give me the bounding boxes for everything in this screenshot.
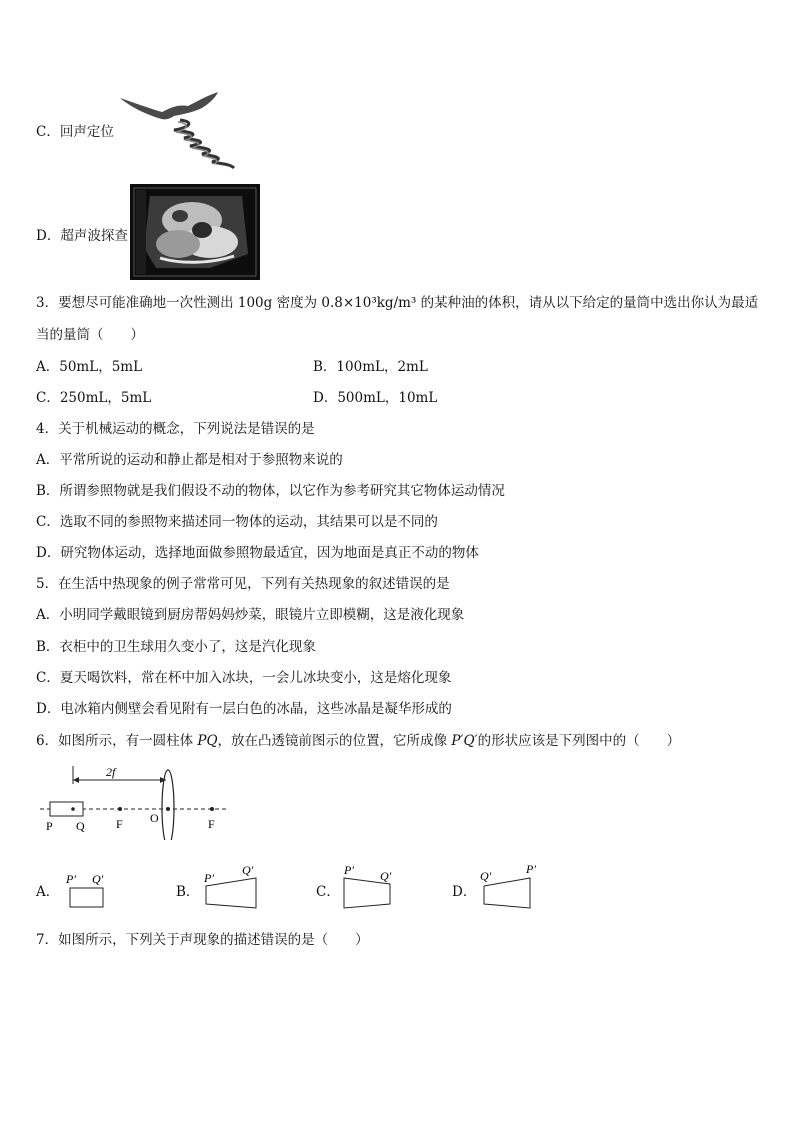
q4-option-b: B．所谓参照物就是我们假设不动的物体，以它作为参考研究其它物体运动情况 [36,483,505,499]
q2-option-d-text: D．超声波探查 [36,228,128,244]
q6-option-c-letter: C． [316,884,340,900]
bat-icon [120,92,218,119]
q7-stem: 7．如图所示，下列关于声现象的描述错误的是（ ） [36,932,369,948]
image-shape-rectangle [70,888,103,907]
q5-option-a: A．小明同学戴眼镜到厨房帮妈妈炒菜，眼镜片立即模糊，这是液化现象 [36,607,465,623]
q4-option-d: D．研究物体运动，选择地面做参照物最适宜，因为地面是真正不动的物体 [36,545,479,561]
q3-stem-line2: 当的量筒（ ） [36,327,144,343]
bat-echolocation-image [118,90,238,170]
q5-option-d: D．电冰箱内侧壁会看见附有一层白色的冰晶，这些冰晶是凝华形成的 [36,701,452,717]
convex-lens [162,770,174,840]
svg-text:P′: P′ [526,862,536,876]
label-2f: 2f [106,765,116,779]
q6-option-d-letter: D． [452,884,477,900]
q6-option-b-figure [200,862,266,914]
label-o: O [150,811,159,825]
label-f-left: F [116,817,123,831]
label-q: Q [76,819,85,833]
svg-text:Q′: Q′ [480,869,492,883]
q4-option-a: A．平常所说的运动和静止都是相对于参照物来说的 [36,452,343,468]
q5-option-c: C．夏天喝饮料，常在杯中加入冰块，一会儿冰块变小，这是熔化现象 [36,670,452,686]
q6-option-c-figure [338,860,404,914]
q3-option-d: D．500mL，10mL [313,390,438,406]
svg-text:Q′: Q′ [92,872,104,886]
q6-option-a-figure [62,870,112,912]
q6-option-a-letter: A． [36,884,60,900]
svg-text:P′: P′ [344,863,354,877]
svg-text:P′: P′ [204,871,214,885]
svg-text:P′: P′ [66,872,76,886]
svg-text:Q′: Q′ [242,863,254,877]
q5-stem: 5．在生活中热现象的例子常常可见，下列有关热现象的叙述错误的是 [36,576,450,592]
svg-text:Q′: Q′ [380,869,392,883]
label-p: P [46,819,53,833]
lens-diagram [36,760,236,840]
q6-stem: 6．如图所示，有一圆柱体 PQ，放在凸透镜前图示的位置，它所成像 P′Q′的形状应该是下列图中的（ ） [36,733,681,749]
q4-option-c: C．选取不同的参照物来描述同一物体的运动，其结果可以是不同的 [36,514,438,530]
q2-option-c-text: C．回声定位 [36,124,114,140]
q3-option-b: B．100mL，2mL [313,359,428,375]
q4-stem: 4．关于机械运动的概念，下列说法是错误的是 [36,421,315,437]
sound-wave-icon [174,120,234,168]
q5-option-b: B．衣柜中的卫生球用久变小了，这是汽化现象 [36,639,316,655]
q6-option-d-figure [476,860,546,914]
q3-stem-line1: 3．要想尽可能准确地一次性测出 100g 密度为 0.8×10³kg/m³ 的某种油的体积，请从以下给定的量筒中选出你认为最适 [36,295,759,311]
object-cylinder [50,802,83,816]
q6-option-b-letter: B． [176,884,200,900]
q3-option-a: A．50mL，5mL [36,359,143,375]
q3-option-c: C．250mL，5mL [36,390,152,406]
label-f-right: F [208,817,215,831]
ultrasound-image [130,184,260,280]
